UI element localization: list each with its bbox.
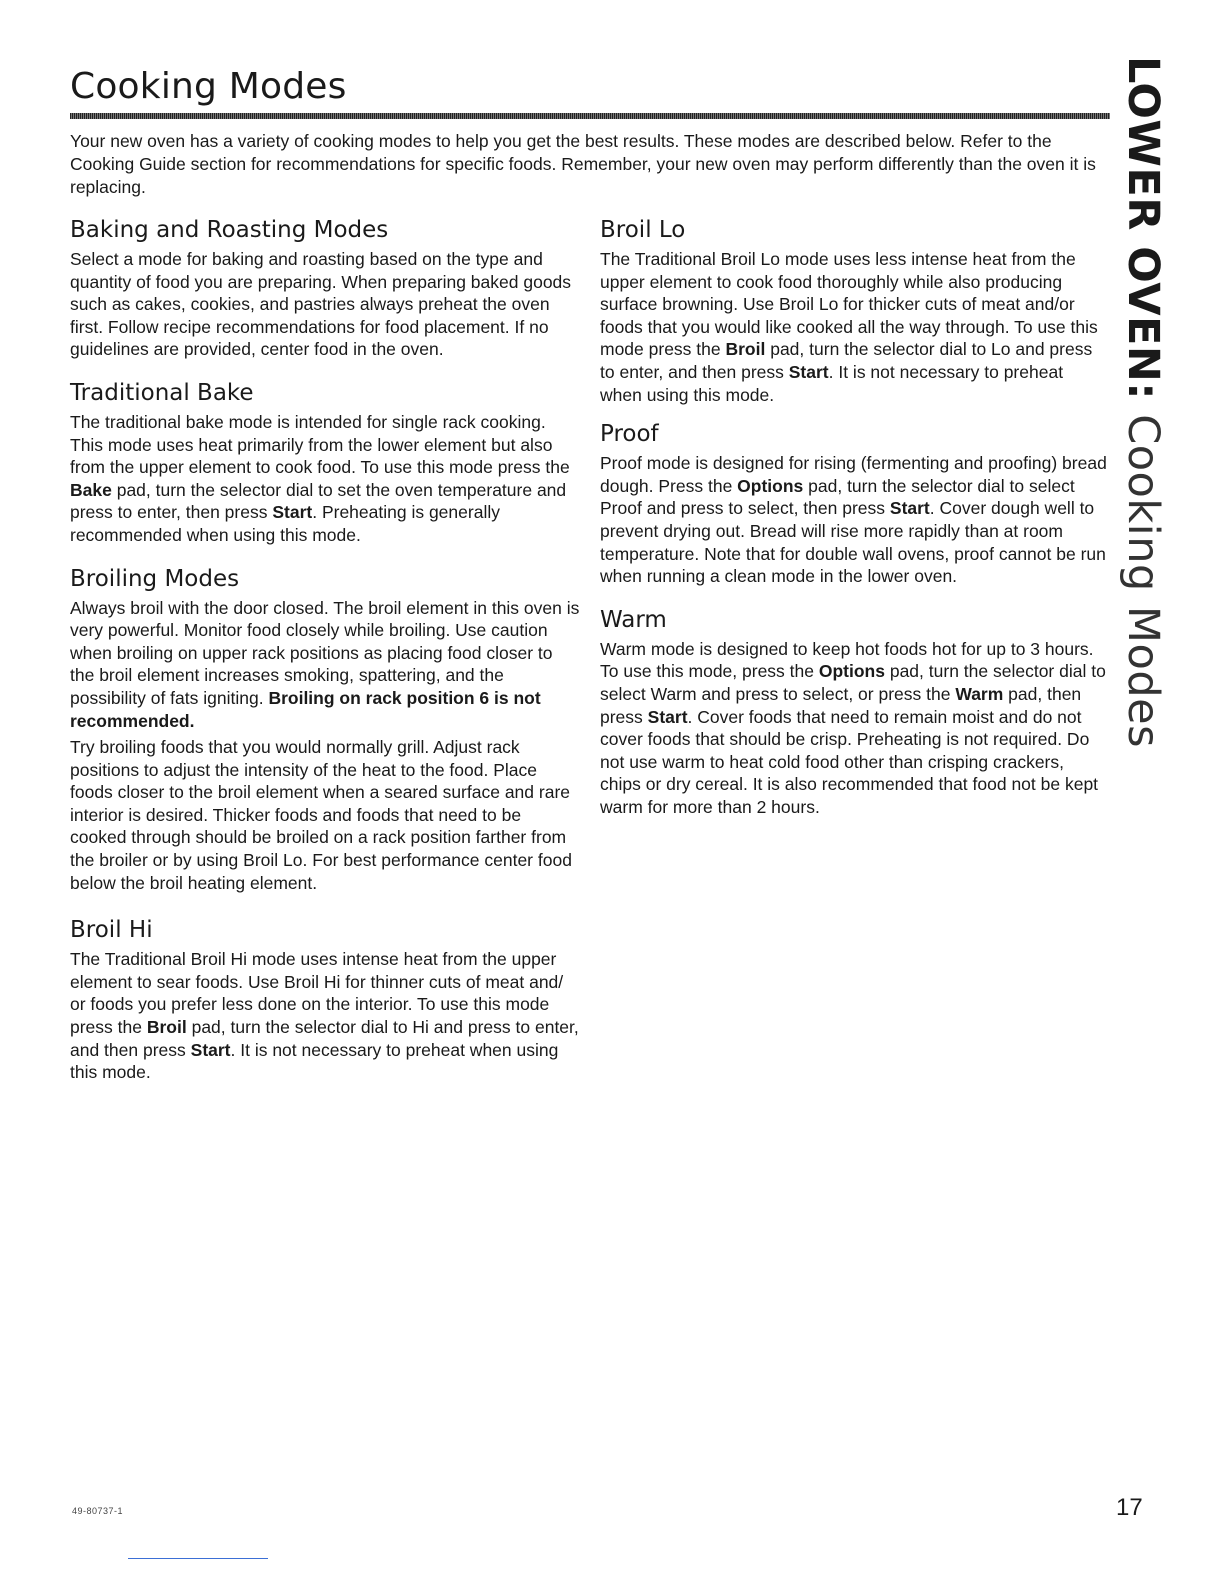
section-body: [600, 638, 1108, 819]
section-heading: Baking and Roasting Modes: [70, 217, 389, 243]
title-rule: [70, 113, 1110, 119]
bold-term: Start: [647, 706, 688, 727]
bold-term: Bake: [70, 479, 112, 500]
body-text: pad, then press: [600, 683, 1082, 727]
body-text: The Traditional Broil Lo mode uses less intense heat from the upper element to cook food thoroughly while also producing surface browning. Use Broil Lo for thicker cuts of meat and/or foods that you would like cooked all the way through. To use this mode press the: [600, 249, 1098, 360]
bold-term: Broil: [725, 339, 766, 360]
section-broil-lo: [600, 216, 1108, 406]
side-tab-text: [1116, 56, 1170, 748]
bold-term: Warm: [955, 683, 1004, 704]
section-body: [600, 452, 1108, 588]
section-body: [70, 411, 580, 547]
section-heading: Traditional Bake: [70, 379, 254, 406]
body-text: pad, turn the selector dial to select Warm and press to select, or press the: [600, 661, 1106, 704]
bold-term: Start: [788, 361, 829, 382]
body-text: . Cover foods that need to remain moist and do not cover foods that should be crisp. Preheating is not required. Do not use warm to heat cold food other than crisping crackers, chips or dry cereal. It is also recommended that food not be kept warm for more than 2 hours.: [600, 706, 1099, 817]
page-title: Cooking Modes: [70, 66, 347, 107]
body-text: pad, turn the selector dial to Hi and press to enter, and then press: [70, 1017, 579, 1060]
document-number: 49-80737-1: [72, 1506, 124, 1516]
section-body: [70, 597, 580, 733]
body-text: . It is not necessary to preheat when using this mode.: [70, 1039, 559, 1083]
intro-paragraph: Your new oven has a variety of cooking modes to help you get the best results. These modes are described below. Refer to the Cooking Guide section for recommendations for specific foods. Remember, your new oven may perform differently than the oven it is replacing.: [70, 131, 1096, 197]
section-heading: Proof: [600, 421, 659, 448]
section-heading: Broil Lo: [600, 217, 686, 243]
bold-term: Options: [818, 661, 885, 682]
section-heading: Warm: [600, 606, 667, 633]
section-warm: [600, 606, 1108, 819]
warning-text: Broiling on rack position 6 is not recommended.: [70, 687, 541, 731]
body-text: Always broil with the door closed. The broil element in this oven is very powerful. Monitor food closely while broiling. Use caution when broiling on upper rack positions as placing food closer to the broil element increases smoking, spattering, and the possibility of fats igniting.: [70, 597, 580, 708]
section-body: [70, 948, 580, 1084]
section-heading: Broil Hi: [70, 917, 153, 944]
body-text: pad, turn the selector dial to set the oven temperature and press to enter, then press: [70, 479, 567, 523]
bold-term: Start: [190, 1039, 231, 1060]
body-text: Proof mode is designed for rising (fermenting and proofing) bread dough. Press the: [600, 453, 1107, 496]
section-proof: [600, 420, 1108, 588]
bold-term: Broil: [146, 1017, 187, 1038]
body-text: pad, turn the selector dial to select Proof and press to select, then press: [600, 475, 1075, 519]
section-broil-hi: [70, 916, 580, 1084]
section-heading: Broiling Modes: [70, 565, 240, 592]
page-number: 17: [1116, 1494, 1143, 1521]
side-tab-topic: Cooking Modes: [1118, 400, 1168, 748]
body-text: . Preheating is generally recommended when using this mode.: [70, 502, 500, 545]
body-text: The traditional bake mode is intended for single rack cooking. This mode uses heat primarily from the lower element but also from the upper element to cook food. To use this mode press the: [70, 411, 570, 478]
right-column: [600, 216, 1108, 818]
body-text: . Cover dough well to prevent drying out. Bread will rise more rapidly than at room temperature. Note that for double wall ovens, proof cannot be run when running a clean mode in the lower oven.: [600, 498, 1106, 587]
body-text: The Traditional Broil Hi mode uses intense heat from the upper element to sear foods. Use Broil Hi for thinner cuts of meat and/ or foods you prefer less done on the interior. To use this mode press the: [70, 949, 564, 1038]
section-traditional-bake: [70, 379, 580, 547]
body-text: pad, turn the selector dial to Lo and press to enter, and then press: [600, 339, 1093, 382]
section-body: Try broiling foods that you would normally grill. Adjust rack positions to adjust the intensity of the heat to the food. Place foods closer to the broil element when a seared surface and rare interior is desired. Thicker foods and foods that need to be cooked through should be broiled on a rack position farther from the broiler or by using Broil Lo. For best performance center food below the broil heating element.: [70, 737, 572, 893]
body-text: . It is not necessary to preheat when using this mode.: [600, 361, 1064, 405]
bold-term: Start: [272, 502, 313, 523]
section-broiling-modes: [70, 565, 580, 895]
footer-link-underline: [128, 1558, 268, 1559]
bold-term: Options: [737, 475, 804, 496]
section-body: Select a mode for baking and roasting based on the type and quantity of food you are preparing. When preparing baked goods such as cakes, cookies, and pastries always preheat the oven first. Follow recipe recommendations for food placement. If no guidelines are provided, center food in the oven.: [70, 249, 572, 360]
left-column: [70, 216, 580, 1084]
section-baking-roasting: [70, 216, 580, 361]
side-tab-label: [1114, 56, 1170, 748]
body-text: Warm mode is designed to keep hot foods hot for up to 3 hours. To use this mode, press the: [600, 638, 1094, 682]
section-body: [600, 248, 1108, 406]
bold-term: Start: [889, 498, 930, 519]
side-tab-chapter: LOWER OVEN:: [1118, 56, 1168, 401]
